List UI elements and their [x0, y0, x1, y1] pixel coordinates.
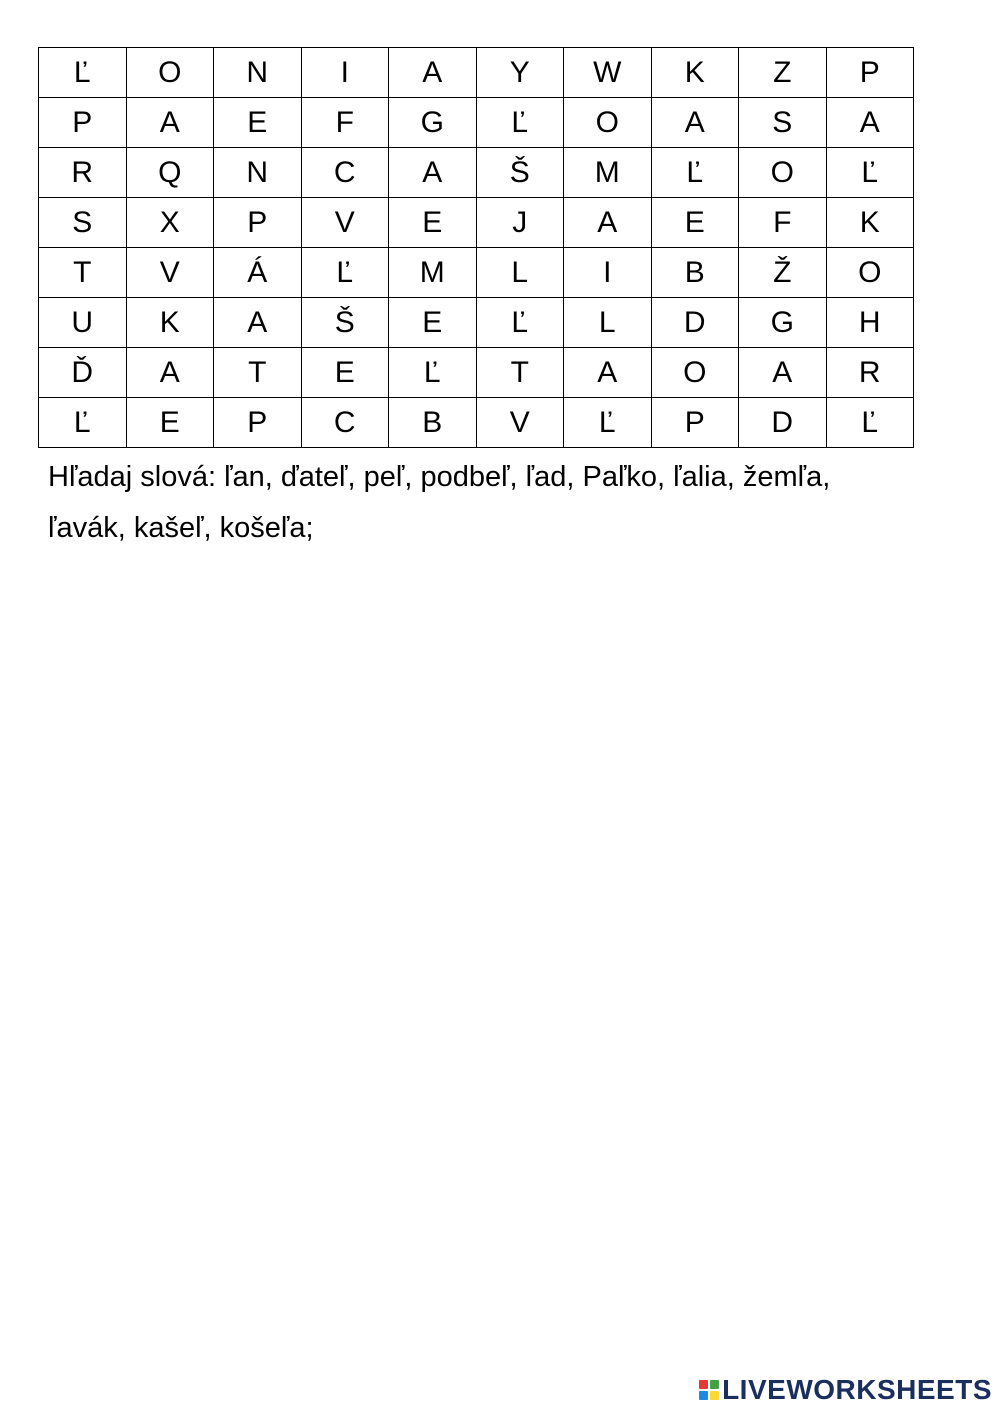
grid-cell[interactable]: K [126, 298, 214, 348]
grid-cell[interactable]: F [739, 198, 827, 248]
grid-cell[interactable]: S [39, 198, 127, 248]
grid-cell[interactable]: E [214, 98, 302, 148]
grid-row [39, 298, 914, 348]
grid-cell[interactable]: E [389, 298, 477, 348]
grid-cell[interactable]: G [739, 298, 827, 348]
grid-cell[interactable]: Ľ [826, 398, 914, 448]
grid-cell[interactable]: E [126, 398, 214, 448]
grid-cell[interactable]: Y [476, 48, 564, 98]
grid-cell[interactable]: Š [476, 148, 564, 198]
word-search-grid [38, 47, 914, 448]
grid-cell[interactable]: Á [214, 248, 302, 298]
grid-row [39, 98, 914, 148]
grid-cell[interactable]: R [826, 348, 914, 398]
grid-cell[interactable]: O [651, 348, 739, 398]
grid-cell[interactable]: U [39, 298, 127, 348]
grid-cell[interactable]: F [301, 98, 389, 148]
grid-row [39, 248, 914, 298]
grid-cell[interactable]: P [651, 398, 739, 448]
grid-cell[interactable]: A [214, 298, 302, 348]
grid-cell[interactable]: Ž [739, 248, 827, 298]
grid-cell[interactable]: V [476, 398, 564, 448]
grid-cell[interactable]: N [214, 48, 302, 98]
grid-row [39, 398, 914, 448]
grid-cell[interactable]: D [651, 298, 739, 348]
grid-cell[interactable]: Ľ [39, 398, 127, 448]
grid-cell[interactable]: P [214, 198, 302, 248]
grid-cell[interactable]: P [826, 48, 914, 98]
grid-cell[interactable]: M [389, 248, 477, 298]
grid-cell[interactable]: G [389, 98, 477, 148]
grid-cell[interactable]: I [301, 48, 389, 98]
grid-cell[interactable]: S [739, 98, 827, 148]
grid-cell[interactable]: Ľ [651, 148, 739, 198]
grid-cell[interactable]: Z [739, 48, 827, 98]
grid-cell[interactable]: L [564, 298, 652, 348]
grid-cell[interactable]: A [739, 348, 827, 398]
grid-cell[interactable]: P [214, 398, 302, 448]
grid-cell[interactable]: C [301, 398, 389, 448]
grid-cell[interactable]: T [476, 348, 564, 398]
grid-cell[interactable]: V [126, 248, 214, 298]
grid-row [39, 348, 914, 398]
grid-cell[interactable]: E [301, 348, 389, 398]
word-search-grid-body [39, 48, 914, 448]
grid-cell[interactable]: I [564, 248, 652, 298]
grid-cell[interactable]: A [564, 198, 652, 248]
grid-cell[interactable]: A [826, 98, 914, 148]
grid-row [39, 148, 914, 198]
grid-cell[interactable]: P [39, 98, 127, 148]
grid-cell[interactable]: Ľ [39, 48, 127, 98]
grid-cell[interactable]: M [564, 148, 652, 198]
grid-cell[interactable]: L [476, 248, 564, 298]
grid-cell[interactable]: E [389, 198, 477, 248]
grid-cell[interactable]: K [651, 48, 739, 98]
brand-name: LIVEWORKSHEETS [722, 1374, 992, 1405]
grid-cell[interactable]: Š [301, 298, 389, 348]
grid-cell[interactable]: B [389, 398, 477, 448]
logo-square [710, 1391, 719, 1400]
grid-cell[interactable]: E [651, 198, 739, 248]
logo-square [710, 1380, 719, 1389]
logo-square [699, 1391, 708, 1400]
liveworksheets-brand [699, 1374, 992, 1406]
grid-cell[interactable]: R [39, 148, 127, 198]
grid-cell[interactable]: H [826, 298, 914, 348]
instructions-text: Hľadaj slová: ľan, ďateľ, peľ, podbeľ, ľad, Paľko, ľalia, žemľa, ľavák, kašeľ, košeľa; [48, 461, 831, 544]
grid-row [39, 48, 914, 98]
grid-cell[interactable]: T [39, 248, 127, 298]
grid-cell[interactable]: Q [126, 148, 214, 198]
grid-cell[interactable]: B [651, 248, 739, 298]
grid-cell[interactable]: A [564, 348, 652, 398]
grid-cell[interactable]: D [739, 398, 827, 448]
grid-cell[interactable]: Ľ [389, 348, 477, 398]
grid-cell[interactable]: Ľ [301, 248, 389, 298]
grid-cell[interactable]: V [301, 198, 389, 248]
grid-cell[interactable]: Ď [39, 348, 127, 398]
grid-cell[interactable]: Ľ [476, 98, 564, 148]
grid-cell[interactable]: T [214, 348, 302, 398]
grid-cell[interactable]: A [389, 48, 477, 98]
grid-cell[interactable]: Ľ [564, 398, 652, 448]
grid-cell[interactable]: O [564, 98, 652, 148]
grid-cell[interactable]: A [389, 148, 477, 198]
grid-cell[interactable]: J [476, 198, 564, 248]
grid-cell[interactable]: Ľ [826, 148, 914, 198]
grid-cell[interactable]: A [126, 348, 214, 398]
grid-cell[interactable]: K [826, 198, 914, 248]
grid-cell[interactable]: A [651, 98, 739, 148]
grid-cell[interactable]: Ľ [476, 298, 564, 348]
liveworksheets-logo-icon [699, 1380, 719, 1400]
grid-cell[interactable]: N [214, 148, 302, 198]
grid-cell[interactable]: W [564, 48, 652, 98]
logo-square [699, 1380, 708, 1389]
grid-row [39, 198, 914, 248]
grid-cell[interactable]: A [126, 98, 214, 148]
grid-cell[interactable]: C [301, 148, 389, 198]
grid-cell[interactable]: X [126, 198, 214, 248]
grid-cell[interactable]: O [826, 248, 914, 298]
grid-cell[interactable]: O [126, 48, 214, 98]
grid-cell[interactable]: O [739, 148, 827, 198]
